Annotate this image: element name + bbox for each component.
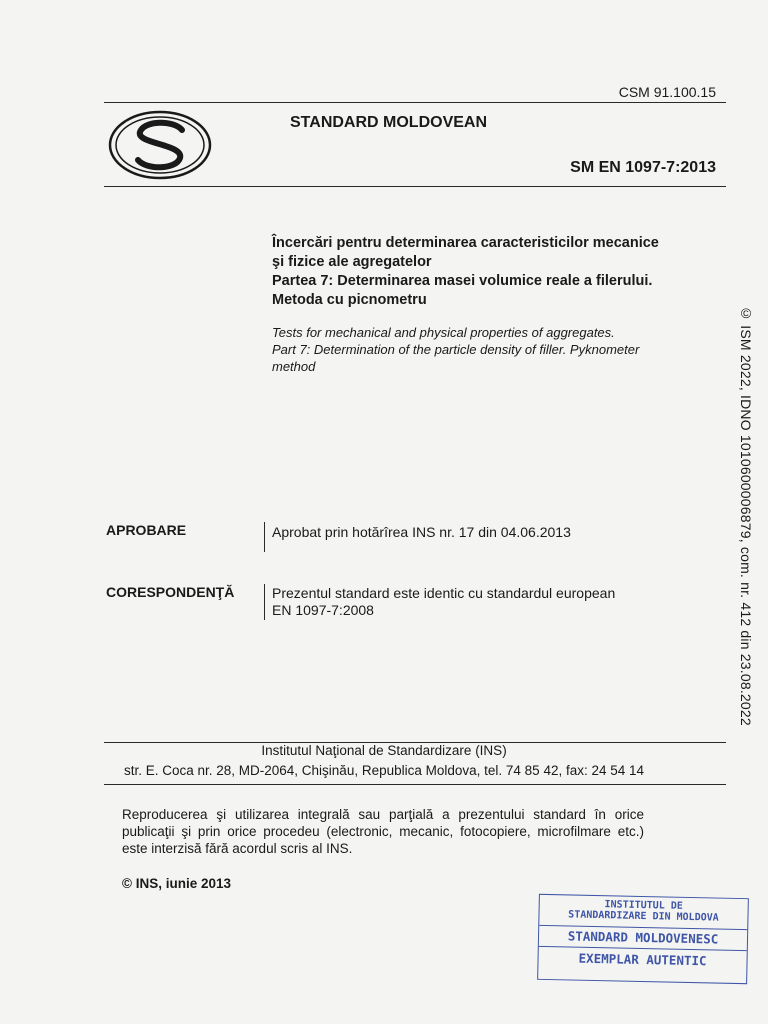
institute-name: Institutul Naţional de Standardizare (INS)	[261, 743, 507, 758]
classification-code: CSM 91.100.15	[618, 84, 716, 100]
en-title-line: Part 7: Determination of the particle density of filler. Pyknometer	[272, 342, 640, 357]
english-title	[272, 324, 712, 375]
en-title-line: Tests for mechanical and physical properties of aggregates.	[272, 325, 615, 340]
romanian-title	[272, 234, 712, 310]
copyright-side-note: © ISM 2022, IDNO 1010600006879, com. nr. 412 din 23.08.2022	[738, 305, 754, 726]
ro-title-line: Partea 7: Determinarea masei volumice reale a filerului.	[272, 273, 653, 289]
authenticity-stamp	[537, 894, 749, 984]
stamp-line: INSTITUTUL DE	[604, 899, 683, 912]
header-rule	[104, 102, 726, 103]
approval-value: Aprobat prin hotărîrea INS nr. 17 din 04.06.2013	[272, 524, 571, 540]
address-rule	[104, 784, 726, 785]
stamp-line: STANDARDIZARE DIN MOLDOVA	[568, 909, 719, 924]
correspondence-line: Prezentul standard este identic cu standardul european	[272, 585, 616, 601]
institute-address: str. E. Coca nr. 28, MD-2064, Chişinău, Republica Moldova, tel. 74 85 42, fax: 24 54 14	[123, 763, 645, 778]
code-rule	[104, 186, 726, 187]
correspondence-label: CORESPONDENŢĂ	[106, 584, 235, 600]
approval-divider	[264, 522, 265, 552]
correspondence-line: EN 1097-7:2008	[272, 602, 374, 618]
correspondence-divider	[264, 584, 265, 620]
stamp-line: STANDARD MOLDOVENESC	[539, 925, 747, 947]
standard-type: STANDARD MOLDOVEAN	[290, 114, 488, 131]
approval-label: APROBARE	[106, 522, 187, 538]
reproduction-notice: Reproducerea şi utilizarea integrală sau parţială a prezentului standard în orice publicaţii şi prin orice procedeu (electronic, mecanic, fotocopiere, microfilmare etc.) este interzisă fără acordul scris al INS.	[122, 807, 644, 856]
stamp-line: EXEMPLAR AUTENTIC	[538, 946, 746, 969]
en-title-line: method	[272, 359, 316, 374]
copyright-line: © INS, iunie 2013	[122, 876, 231, 891]
ro-title-line: şi fizice ale agregatelor	[272, 254, 432, 270]
correspondence-value	[272, 585, 692, 619]
ro-title-line: Metoda cu picnometru	[272, 292, 427, 308]
ro-title-line: Încercări pentru determinarea caracteristicilor mecanice	[272, 235, 659, 251]
standard-logo	[108, 110, 212, 180]
standard-code: SM EN 1097-7:2013	[570, 159, 716, 176]
